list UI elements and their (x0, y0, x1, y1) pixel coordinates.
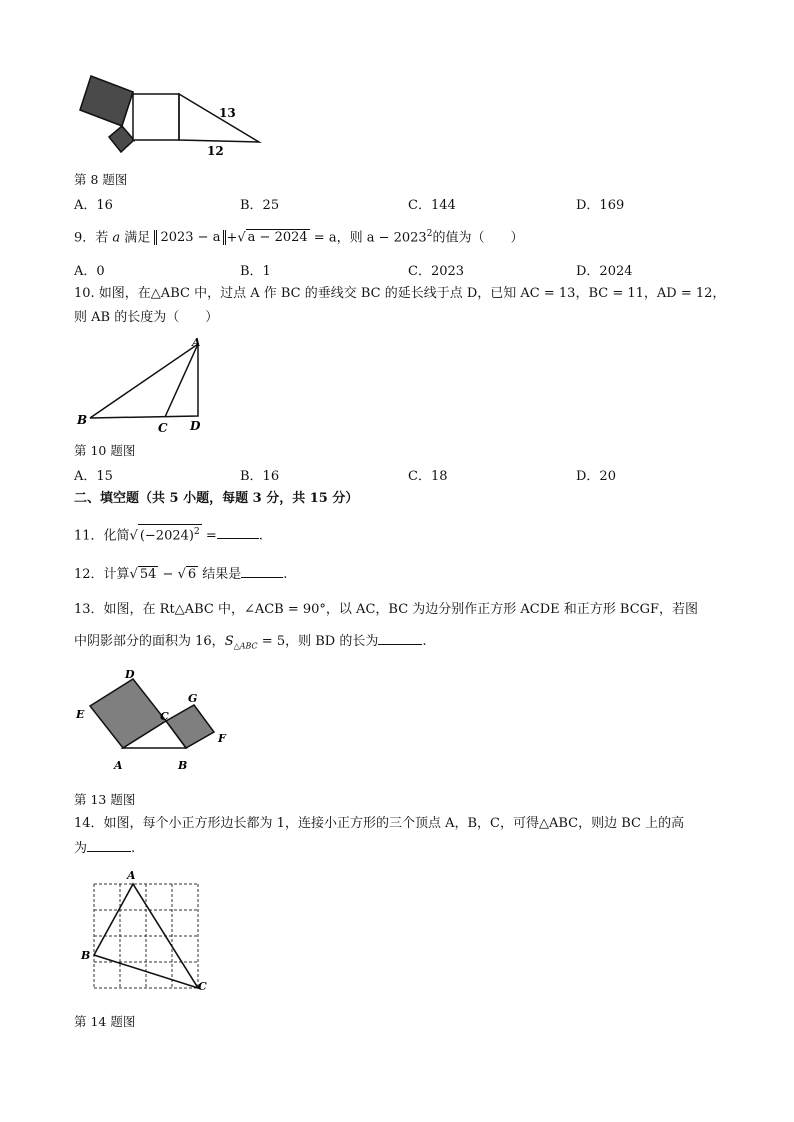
q9-option-c[interactable]: C．2023 (408, 264, 465, 279)
q10-option-a[interactable]: A．15 (74, 469, 113, 484)
fig13-label-f: F (218, 732, 226, 745)
q12-sqrt-54: 54 (139, 567, 157, 582)
q9-option-b[interactable]: B．1 (240, 264, 271, 279)
q8-option-a[interactable]: A．16 (74, 198, 113, 213)
q10-option-c[interactable]: C．18 (408, 469, 448, 484)
q8-option-b[interactable]: B．25 (240, 198, 280, 213)
fig13-label-c: C (160, 710, 169, 723)
fig10-label-a: A (192, 336, 201, 349)
fig13-label-d: D (125, 668, 135, 681)
q8-options (74, 194, 714, 212)
q9-stem: 9．若 a 满足 2023 − a +√ a − 2024 = a，则 $a - 2023^2$的值为（ ） (74, 229, 524, 246)
q14-caption: 第 14 题图 (74, 1014, 136, 1029)
q13-stem-line2: 中阴影部分的面积为 16，$S_{\triangle ABC} = 5$，则 BD 的长为 . (74, 634, 427, 651)
q10-option-d[interactable]: D．20 (576, 469, 616, 484)
fig13-label-b: B (178, 759, 188, 772)
q9-sqrt: a − 2024 (247, 230, 308, 246)
fig10-label-d: D (190, 419, 201, 433)
q14-stem-line2: 为 . (74, 841, 136, 856)
figure-13 (74, 666, 244, 776)
q12-stem: 12．计算√ 54 − √ 6 结果是 . (74, 567, 288, 582)
q14-answer-blank[interactable] (87, 839, 131, 852)
q10-stem-line2: 则 AB 的长度为（ ） (74, 310, 219, 325)
q10-stem-line1: 10. 如图，在△ABC 中，过点 A 作 BC 的垂线交 BC 的延长线于点 D，已知 AC = 13，BC = 11，AD = 12， (74, 286, 726, 301)
q11-sqrt: $(-2024)^2$ (138, 524, 202, 543)
q14-stem-line1: 14．如图，每个小正方形边长都为 1，连接小正方形的三个顶点 A，B，C，可得△ABC，则边 BC 上的高 (74, 816, 685, 831)
q9-abs-expression: 2023 − a (154, 230, 226, 245)
fig14-label-a: A (127, 869, 136, 882)
q12-answer-blank[interactable] (241, 565, 283, 578)
fig8-middle-square (133, 94, 179, 140)
fig13-label-g: G (188, 692, 198, 705)
q10-option-b[interactable]: B．16 (240, 469, 280, 484)
q10-caption: 第 10 题图 (74, 443, 136, 458)
fig13-label-a: A (114, 759, 123, 772)
q11-answer-blank[interactable] (217, 526, 259, 539)
q13-stem-line1: 13．如图，在 Rt△ABC 中，∠ACB = 90°，以 AC，BC 为边分别作正方形 ACDE 和正方形 BCGF，若图 (74, 602, 699, 617)
q8-caption: 第 8 题图 (74, 172, 128, 187)
fig14-label-b: B (81, 949, 91, 962)
fig10-label-b: B (77, 413, 88, 427)
fig14-label-c: C (198, 980, 207, 993)
fig10-label-c: C (158, 421, 168, 434)
fig14-grid (94, 884, 198, 988)
q12-sqrt-6: 6 (187, 567, 197, 582)
figure-8 (74, 72, 274, 158)
q9-options (74, 260, 714, 278)
q11-stem: 11．化简√ $(-2024)^2$ = . (74, 524, 263, 545)
q13-caption: 第 13 题图 (74, 792, 136, 807)
section2-title: 二、填空题（共 5 小题，每题 3 分，共 15 分） (74, 491, 359, 506)
q9-option-a[interactable]: A．0 (74, 264, 105, 279)
q8-option-d[interactable]: D．169 (576, 198, 625, 213)
q9-option-d[interactable]: D．2024 (576, 264, 633, 279)
q8-option-c[interactable]: C．144 (408, 198, 456, 213)
figure-14 (74, 864, 224, 999)
q10-options (74, 465, 714, 483)
fig8-label-13: 13 (219, 106, 236, 120)
figure-10 (74, 334, 224, 434)
q13-answer-blank[interactable] (378, 632, 422, 645)
fig13-label-e: E (76, 708, 85, 721)
fig8-label-12: 12 (207, 144, 224, 158)
